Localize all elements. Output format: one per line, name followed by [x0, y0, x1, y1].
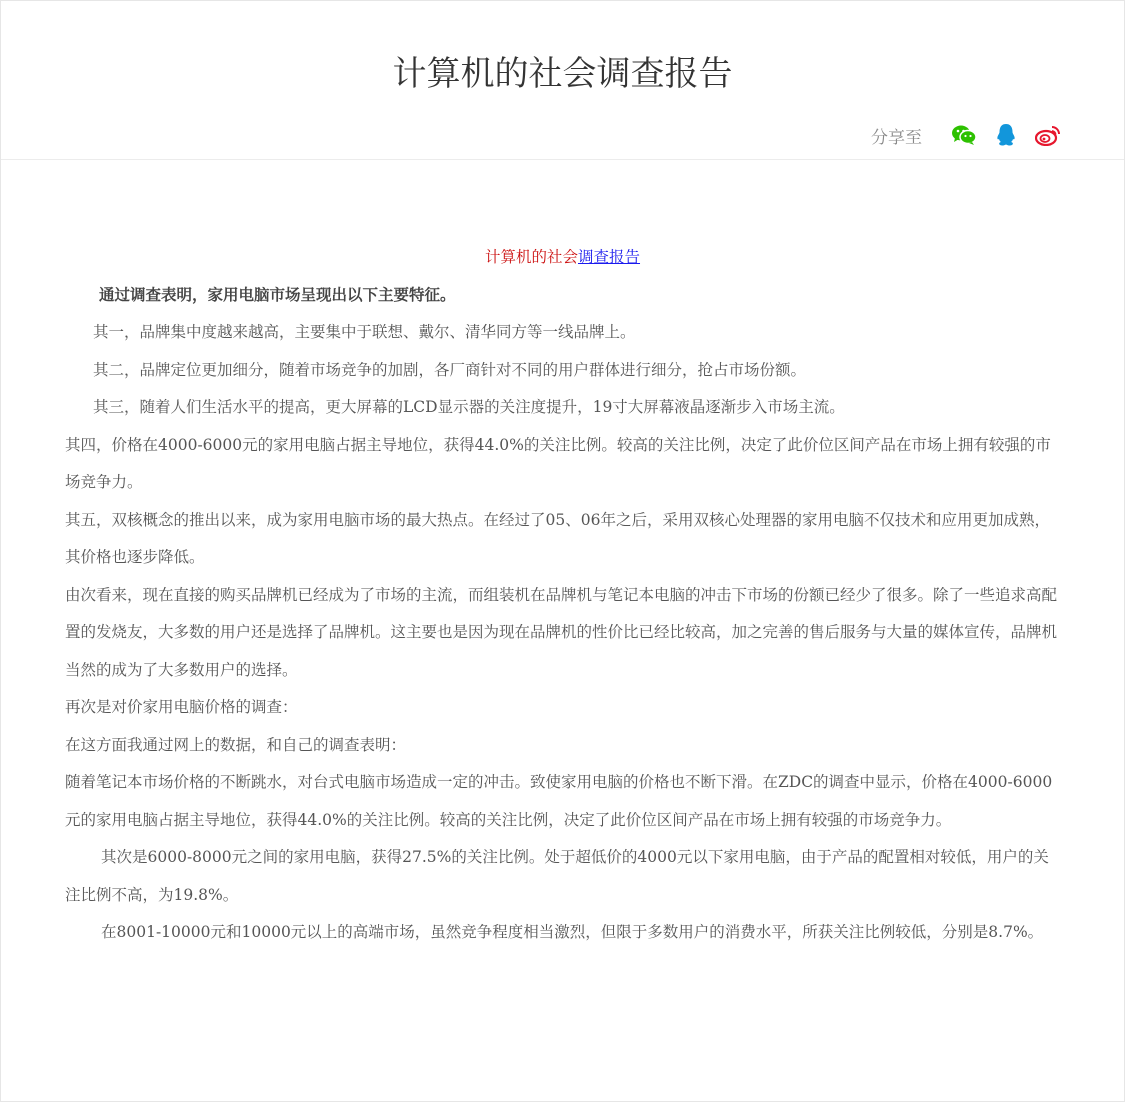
paragraph: 由次看来，现在直接的购买品牌机已经成为了市场的主流，而组装机在品牌机与笔记本电脑的冲击下市场的份额已经少了很多。除了一些追求高配置的发烧友，大多数的用户还是选择了品牌机。这主要也是因为现在品牌机的性价比已经比较高，加之完善的售后服务与大量的媒体宣传，品牌机当然的成为了大多数用户的选择。: [65, 585, 1058, 679]
article-body: [65, 239, 1060, 952]
paragraph: 其四，价格在4000-6000元的家用电脑占据主导地位，获得44.0%的关注比例。较高的关注比例，决定了此价位区间产品在市场上拥有较强的市场竞争力。: [65, 435, 1051, 491]
paragraph: 其三，随着人们生活水平的提高，更大屏幕的LCD显示器的关注度提升，19寸大屏幕液晶逐渐步入市场主流。: [93, 398, 845, 416]
article-heading-link[interactable]: 调查报告: [578, 248, 641, 266]
article-lead: 通过调查表明，家用电脑市场呈现出以下主要特征。: [99, 285, 456, 304]
paragraph: 在8001-10000元和10000元以上的高端市场，虽然竞争程度相当激烈，但限于多数用户的消费水平，所获关注比例较低，分别是8.7%。: [101, 923, 1044, 941]
paragraph: 其二，品牌定位更加细分，随着市场竞争的加剧，各厂商针对不同的用户群体进行细分，抢占市场份额。: [93, 360, 807, 379]
wechat-icon[interactable]: [950, 121, 978, 149]
paragraph: 随着笔记本市场价格的不断跳水，对台式电脑市场造成一定的冲击。致使家用电脑的价格也不断下滑。在ZDC的调查中显示，价格在4000-6000元的家用电脑占据主导地位，获得44.0%的关注比例。较高的关注比例，决定了此价位区间产品在市场上拥有较强的市场竞争力。: [65, 773, 1053, 829]
article-heading-text: 计算机的社会: [484, 248, 578, 266]
paragraph: 再次是对价家用电脑价格的调查：: [65, 698, 298, 716]
paragraph: 在这方面我通过网上的数据，和自己的调查表明：: [65, 735, 407, 754]
paragraph: 其五，双核概念的推出以来，成为家用电脑市场的最大热点。在经过了05、06年之后，采用双核心处理器的家用电脑不仅技术和应用更加成熟，其价格也逐步降低。: [65, 510, 1050, 566]
paragraph: 其一，品牌集中度越来越高，主要集中于联想、戴尔、清华同方等一线品牌上。: [93, 323, 636, 341]
page-title: 计算机的社会调查报告: [392, 54, 733, 94]
weibo-icon[interactable]: [1034, 121, 1062, 149]
share-label: 分享至: [871, 127, 922, 148]
share-bar: [871, 121, 1062, 149]
article-heading: [65, 239, 1060, 277]
article-header: [1, 1, 1124, 160]
qq-icon[interactable]: [992, 121, 1020, 149]
paragraph: 其次是6000-8000元之间的家用电脑，获得27.5%的关注比例。处于超低价的4000元以下家用电脑，由于产品的配置相对较低，用户的关注比例不高，为19.8%。: [65, 848, 1049, 904]
